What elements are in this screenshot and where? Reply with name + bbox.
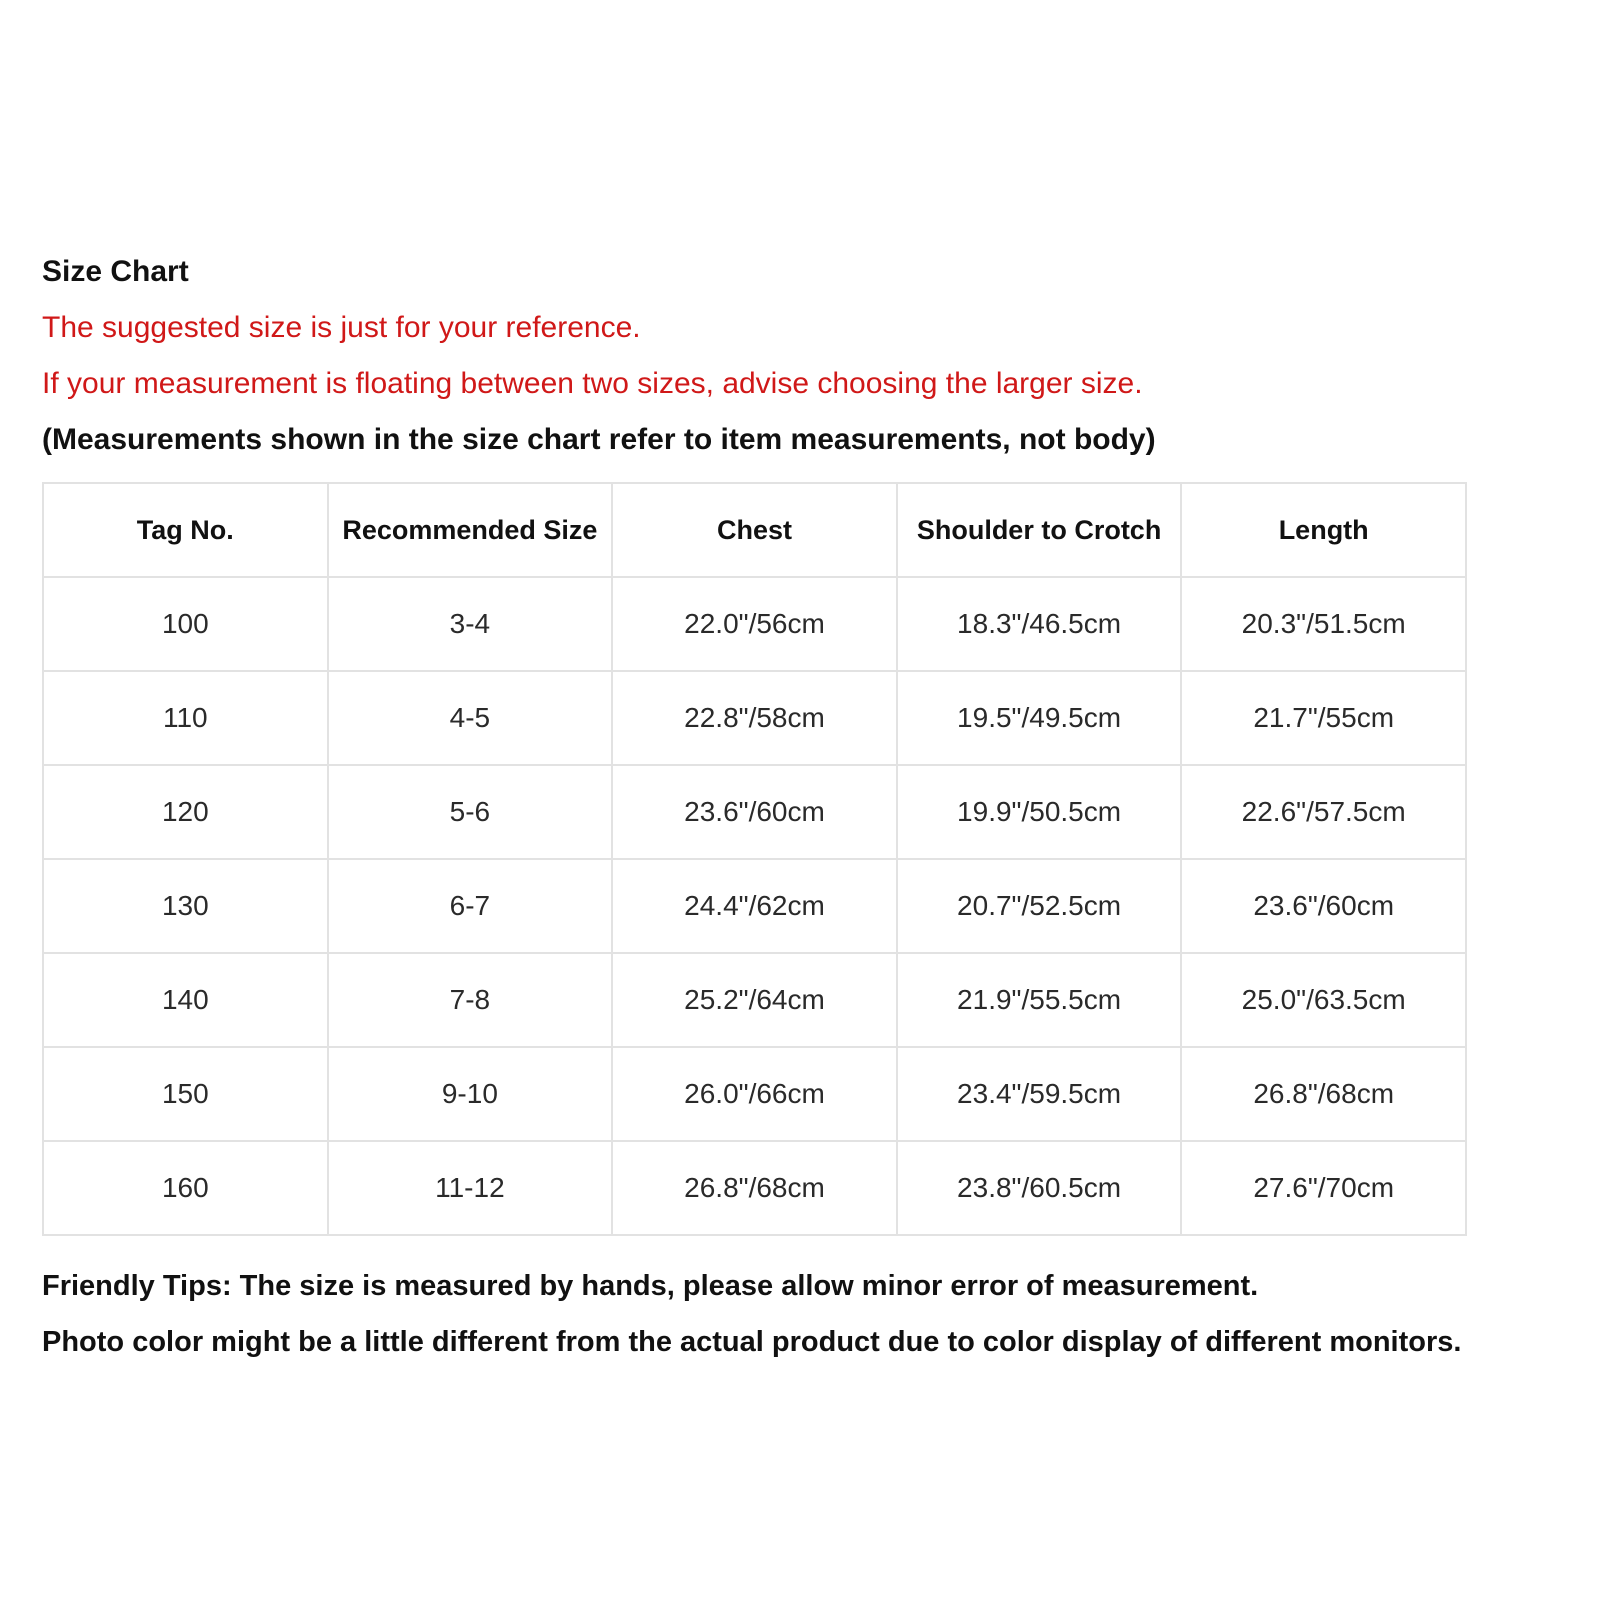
cell-recommended-size: 9-10 [328,1047,613,1141]
cell-chest: 26.8"/68cm [612,1141,897,1235]
cell-recommended-size: 5-6 [328,765,613,859]
cell-shoulder-to-crotch: 19.9"/50.5cm [897,765,1182,859]
cell-chest: 24.4"/62cm [612,859,897,953]
column-header-tag-no: Tag No. [43,483,328,577]
cell-tag-no: 100 [43,577,328,671]
cell-length: 23.6"/60cm [1181,859,1466,953]
table-row [43,577,1466,671]
table-header-row [43,483,1466,577]
table-row [43,1141,1466,1235]
cell-chest: 26.0"/66cm [612,1047,897,1141]
column-header-shoulder-to-crotch: Shoulder to Crotch [897,483,1182,577]
cell-tag-no: 140 [43,953,328,1047]
page-title: Size Chart [42,255,189,288]
cell-shoulder-to-crotch: 23.8"/60.5cm [897,1141,1182,1235]
friendly-tips [42,1266,1582,1362]
cell-tag-no: 150 [43,1047,328,1141]
reference-notice: The suggested size is just for your reference. [42,311,641,344]
column-header-recommended-size: Recommended Size [328,483,613,577]
cell-chest: 23.6"/60cm [612,765,897,859]
cell-tag-no: 110 [43,671,328,765]
cell-shoulder-to-crotch: 18.3"/46.5cm [897,577,1182,671]
sizing-advice: If your measurement is floating between two sizes, advise choosing the larger size. [42,367,1143,400]
cell-length: 27.6"/70cm [1181,1141,1466,1235]
column-header-length: Length [1181,483,1466,577]
size-chart-document [42,252,1582,1378]
tip-measurement-error: Friendly Tips: The size is measured by hands, please allow minor error of measurement. [42,1270,1259,1302]
cell-recommended-size: 11-12 [328,1141,613,1235]
cell-recommended-size: 7-8 [328,953,613,1047]
cell-chest: 22.0"/56cm [612,577,897,671]
cell-tag-no: 120 [43,765,328,859]
cell-tag-no: 130 [43,859,328,953]
table-row [43,1047,1466,1141]
cell-recommended-size: 6-7 [328,859,613,953]
table-row [43,765,1466,859]
cell-chest: 25.2"/64cm [612,953,897,1047]
cell-shoulder-to-crotch: 23.4"/59.5cm [897,1047,1182,1141]
cell-tag-no: 160 [43,1141,328,1235]
cell-shoulder-to-crotch: 20.7"/52.5cm [897,859,1182,953]
cell-chest: 22.8"/58cm [612,671,897,765]
cell-length: 21.7"/55cm [1181,671,1466,765]
size-table [42,482,1467,1236]
table-row [43,859,1466,953]
measurement-note: (Measurements shown in the size chart refer to item measurements, not body) [42,423,1156,456]
cell-length: 20.3"/51.5cm [1181,577,1466,671]
column-header-chest: Chest [612,483,897,577]
cell-length: 26.8"/68cm [1181,1047,1466,1141]
table-row [43,953,1466,1047]
cell-recommended-size: 3-4 [328,577,613,671]
tip-photo-color: Photo color might be a little different from the actual product due to color display of different monitors. [42,1326,1462,1358]
cell-length: 25.0"/63.5cm [1181,953,1466,1047]
cell-recommended-size: 4-5 [328,671,613,765]
cell-shoulder-to-crotch: 21.9"/55.5cm [897,953,1182,1047]
cell-length: 22.6"/57.5cm [1181,765,1466,859]
cell-shoulder-to-crotch: 19.5"/49.5cm [897,671,1182,765]
table-row [43,671,1466,765]
